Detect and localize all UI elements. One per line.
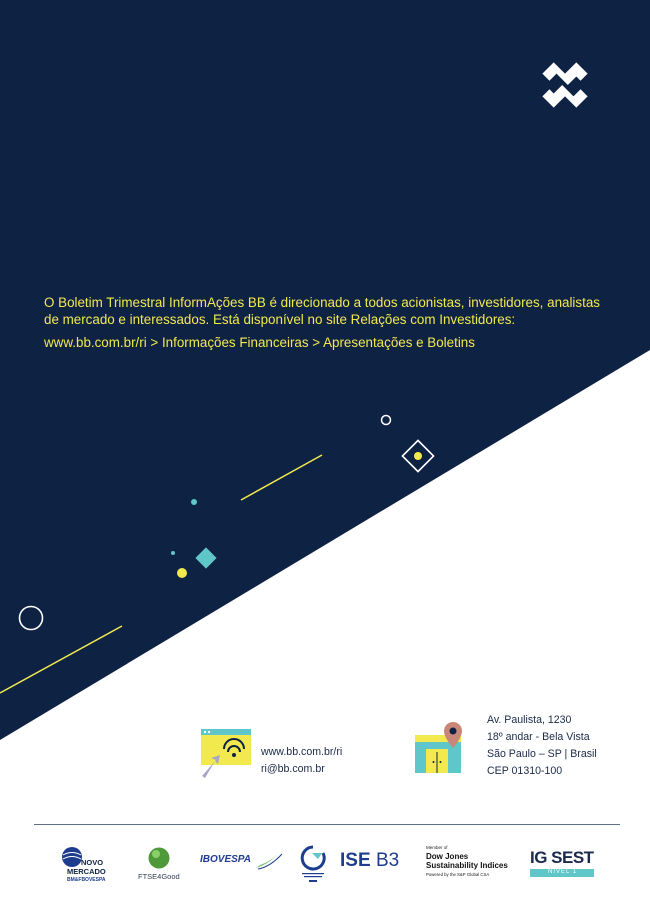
destaque-governanca-logo: [298, 845, 328, 885]
ig-sest-logo: [530, 848, 596, 880]
ibovespa-swoosh-icon: [256, 848, 284, 870]
web-url[interactable]: www.bb.com.br/ri: [261, 746, 343, 758]
footer-logos: [0, 838, 650, 888]
b3-text: B3: [376, 850, 400, 871]
djsi-logo: [426, 845, 518, 883]
governanca-seal-icon: [298, 845, 328, 885]
novo-mercado-text-2: MERCADO: [67, 867, 106, 876]
ibovespa-logo: [200, 848, 284, 872]
ftse4good-logo: [138, 847, 182, 885]
ibovespa-text: IBOVESPA: [200, 854, 251, 865]
ise-text: ISE: [340, 850, 371, 871]
address-line-1: Av. Paulista, 1230: [487, 714, 572, 726]
web-contact: [261, 744, 342, 778]
address-line-3: São Paulo – SP | Brasil: [487, 748, 597, 760]
intro-link[interactable]: www.bb.com.br/ri > Informações Financeiras > Apresentações e Boletins: [44, 335, 475, 350]
diamond-dot-decoration: [414, 452, 422, 460]
djsi-name-1: Dow Jones: [426, 852, 469, 861]
novo-mercado-text-1: NOVO: [81, 858, 104, 867]
novo-mercado-text-3: BM&FBOVESPA: [67, 877, 106, 883]
djsi-name-2: Sustainability Indices: [426, 861, 508, 870]
address-line-4: CEP 01310-100: [487, 765, 563, 777]
globe-icon: [61, 846, 83, 868]
ise-b3-logo: [340, 850, 410, 874]
footer-divider: [34, 824, 620, 825]
web-click-icon: [199, 728, 253, 778]
intro-text: O Boletim Trimestral InformAções BB é direcionado a todos acionistas, investidores, analistas de mercado e interessados. Está disponível no site Relações com Investidores:: [44, 295, 600, 327]
ftse-text: FTSE4Good: [138, 872, 180, 881]
ig-nivel-bar: [530, 869, 594, 877]
green-globe-icon: [148, 847, 170, 869]
djsi-powered-text: Powered by the S&P Global CSA: [426, 872, 490, 877]
ig-sest-text: IG SEST: [530, 848, 594, 867]
djsi-member-text: Member of: [426, 845, 448, 850]
address-block: [487, 712, 597, 780]
intro-block: [44, 294, 614, 351]
teal-dot-small-decoration: [171, 551, 175, 555]
address-line-2: 18º andar - Bela Vista: [487, 731, 590, 743]
yellow-dot-decoration: [177, 568, 187, 578]
teal-dot-decoration: [191, 499, 197, 505]
location-building-icon: [414, 721, 466, 775]
novo-mercado-logo: [60, 846, 110, 886]
email-address[interactable]: ri@bb.com.br: [261, 763, 325, 775]
ig-nivel-text: NÍVEL 1: [548, 869, 578, 875]
